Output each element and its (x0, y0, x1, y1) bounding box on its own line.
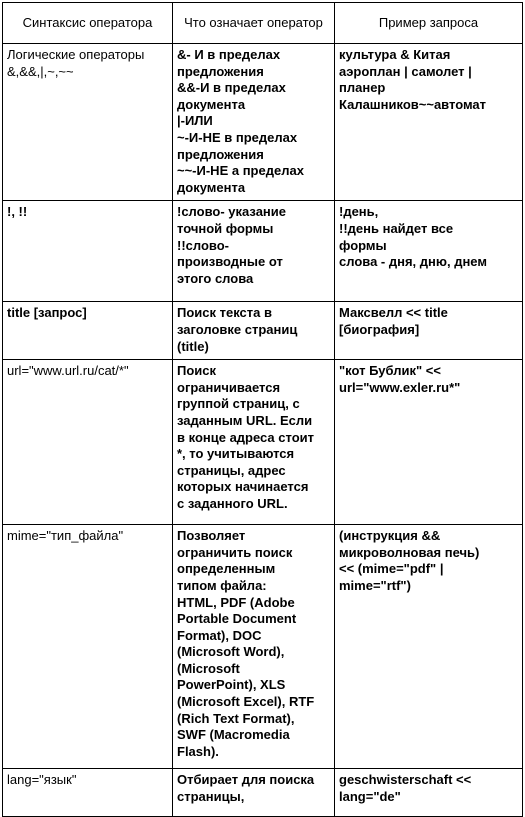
example-cell-line: geschwisterschaft << (339, 772, 472, 788)
meaning-cell-line: Flash). (177, 743, 219, 759)
meaning-cell (173, 525, 335, 769)
syntax-cell (3, 769, 173, 817)
syntax-cell-line: lang="язык" (7, 772, 77, 788)
meaning-cell-line: (Microsoft Excel), RTF (177, 694, 315, 710)
table-row (3, 360, 523, 525)
table-row (3, 302, 523, 360)
example-cell-line: [биография] (339, 321, 420, 337)
meaning-cell-line: (Rich Text Format), (177, 710, 295, 726)
meaning-cell-line: Поиск (177, 363, 217, 379)
meaning-cell-line: *, то учитываются (177, 446, 295, 462)
meaning-cell-line: &&-И в пределах (177, 80, 286, 96)
operators-table (2, 2, 523, 817)
syntax-cell (3, 360, 173, 525)
example-cell (335, 44, 523, 201)
meaning-cell-line: Поиск текста в (177, 305, 272, 321)
example-cell-line: Калашников~~автомат (339, 96, 486, 112)
example-cell (335, 201, 523, 302)
syntax-cell (3, 302, 173, 360)
meaning-cell-line: заданным URL. Если (177, 412, 313, 428)
meaning-cell-line: типом файла: (177, 577, 267, 593)
meaning-cell-line: предложения (177, 146, 264, 162)
meaning-cell-line: страницы, адрес (177, 462, 286, 478)
example-cell-line: mime="rtf") (339, 577, 411, 593)
syntax-cell-line: !, !! (7, 204, 28, 220)
example-cell-line: формы (339, 237, 387, 253)
syntax-cell-line: mime="тип_файла" (7, 528, 124, 544)
meaning-cell-line: ~~-И-НЕ а пределах (177, 163, 304, 179)
meaning-cell-line: заголовке страниц (177, 321, 298, 337)
example-cell-line: планер (339, 80, 386, 96)
header-row (3, 3, 523, 44)
table-row (3, 525, 523, 769)
example-cell-line: слова - дня, дню, днем (339, 254, 487, 270)
example-cell-line: lang="de" (339, 788, 401, 804)
meaning-cell (173, 769, 335, 817)
meaning-cell-line: |-ИЛИ (177, 113, 213, 129)
example-cell-line: микроволновая печь) (339, 544, 480, 560)
table-row (3, 769, 523, 817)
meaning-cell-line: группой страниц, с (177, 396, 300, 412)
meaning-cell-line: документа (177, 179, 246, 195)
meaning-cell (173, 201, 335, 302)
meaning-cell-line: ~-И-НЕ в пределах (177, 129, 298, 145)
syntax-cell-line: title [запрос] (7, 305, 87, 321)
example-cell-line: культура & Китая (339, 47, 451, 62)
example-cell-line: url="www.exler.ru*" (339, 379, 461, 395)
header-meaning: Что означает оператор (173, 3, 335, 44)
example-cell-line: !день, (339, 204, 379, 220)
meaning-cell-line: (Microsoft (177, 660, 240, 676)
meaning-cell-line: определенным (177, 561, 276, 577)
example-cell (335, 302, 523, 360)
meaning-cell-line: которых начинается (177, 479, 309, 495)
table-row (3, 201, 523, 302)
example-cell (335, 769, 523, 817)
meaning-cell-line: HTML, PDF (Adobe (177, 594, 295, 610)
example-cell-line: "кот Бублик" << (339, 363, 441, 379)
example-cell-line: аэроплан | самолет | (339, 63, 472, 79)
example-cell-line: !!день найдет все (339, 220, 454, 236)
meaning-cell-line: SWF (Macromedia (177, 727, 290, 743)
syntax-cell (3, 44, 173, 201)
header-example: Пример запроса (335, 3, 523, 44)
meaning-cell (173, 360, 335, 525)
meaning-cell-line: (title) (177, 338, 209, 354)
meaning-cell-line: !слово- указание (177, 204, 287, 220)
example-cell (335, 360, 523, 525)
meaning-cell-line: (Microsoft Word), (177, 644, 285, 660)
meaning-cell-line: Отбирает для поиска (177, 772, 315, 788)
meaning-cell-line: !!слово- (177, 237, 230, 253)
meaning-cell-line: Позволяет (177, 528, 246, 544)
syntax-cell-line: &,&&,|,~,~~ (7, 63, 74, 79)
meaning-cell-line: точной формы (177, 220, 274, 236)
meaning-cell (173, 44, 335, 201)
example-cell-line: << (mime="pdf" | (339, 561, 444, 577)
meaning-cell-line: ограничить поиск (177, 544, 293, 560)
example-cell-line: Максвелл << title (339, 305, 448, 321)
meaning-cell-line: ограничивается (177, 379, 281, 395)
table-row (3, 44, 523, 201)
header-syntax: Синтаксис оператора (3, 3, 173, 44)
syntax-cell (3, 201, 173, 302)
meaning-cell-line: &- И в пределах (177, 47, 281, 62)
meaning-cell-line: предложения (177, 63, 264, 79)
meaning-cell-line: с заданного URL. (177, 495, 288, 511)
example-cell-line: (инструкция && (339, 528, 441, 544)
meaning-cell-line: документа (177, 96, 246, 112)
meaning-cell-line: этого слова (177, 270, 254, 286)
meaning-cell-line: в конце адреса стоит (177, 429, 315, 445)
syntax-cell-line: Логические операторы (7, 47, 145, 62)
meaning-cell-line: страницы, (177, 788, 245, 804)
syntax-cell-line: url="www.url.ru/cat/*" (7, 363, 129, 379)
meaning-cell (173, 302, 335, 360)
example-cell (335, 525, 523, 769)
meaning-cell-line: Portable Document (177, 611, 297, 627)
meaning-cell-line: производные от (177, 254, 283, 270)
syntax-cell (3, 525, 173, 769)
meaning-cell-line: PowerPoint), XLS (177, 677, 286, 693)
meaning-cell-line: Format), DOC (177, 627, 262, 643)
